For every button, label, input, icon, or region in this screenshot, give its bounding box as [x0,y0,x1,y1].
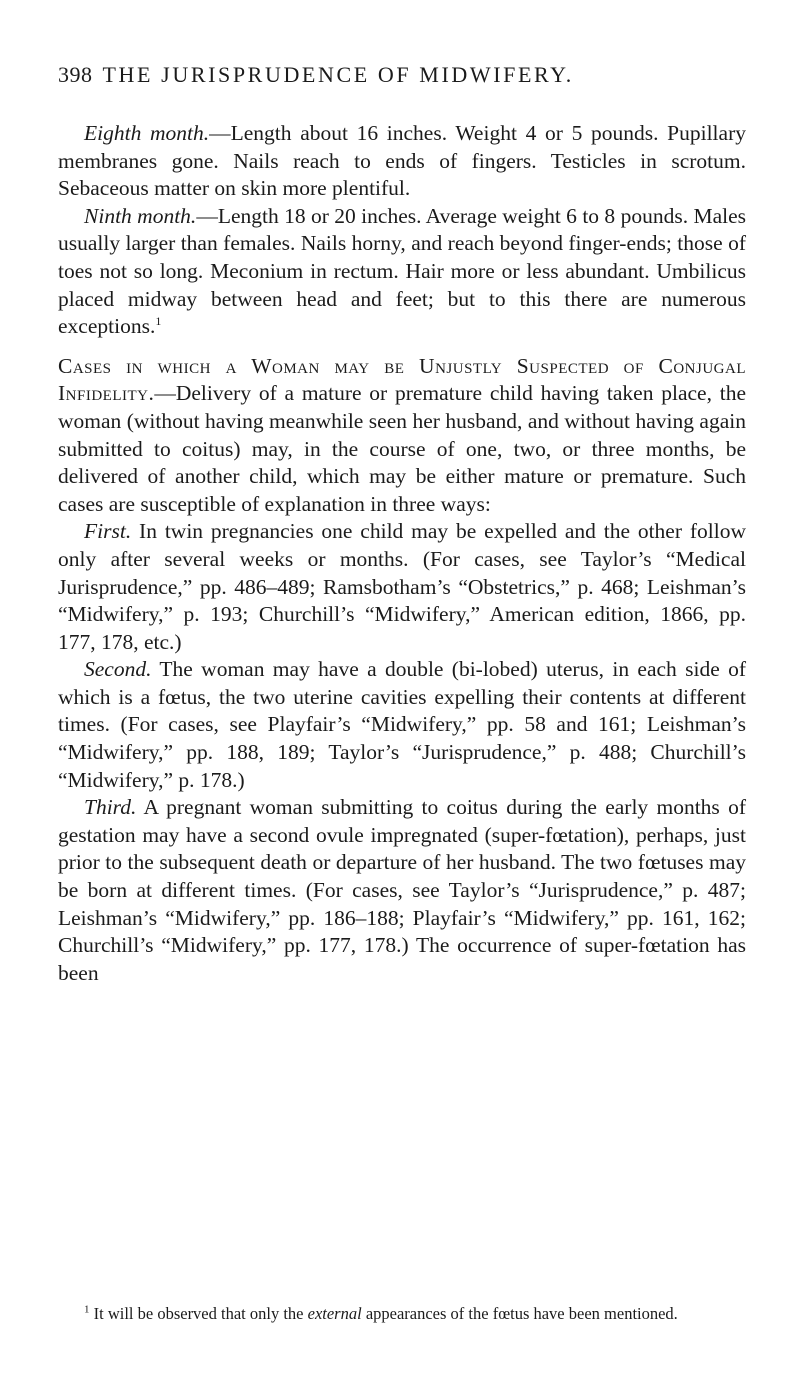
footnote-text-before: It will be observed that only the [89,1304,308,1323]
page-number: 398 [58,62,93,87]
running-title: THE JURISPRUDENCE OF MIDWIFERY. [102,62,574,87]
lead-ninth-month: Ninth month. [84,203,197,228]
footnote-emphasis: external [307,1304,362,1323]
lead-second: Second. [84,657,152,682]
paragraph-third [58,794,746,987]
text-second: The woman may have a double (bi-lobed) uterus, in each side of which is a fœtus, the two uterine cavities expelling their contents at different times. (For cases, see Playfair’s “Midwifery,” pp. 58 and 161; Leishman’s “Midwifery,” pp. 188, 189; Taylor’s “Jurisprudence,” p. 488; Churchill’s “Midwifery,” p. 178.) [58,657,746,792]
text-third: A pregnant woman submitting to coitus during the early months of gestation may have a second ovule impregnated (super-fœtation), perhaps, just prior to the subsequent death or departure of her husband. The two fœtuses may be born at different times. (For cases, see Taylor’s “Jurisprudence,” p. 487; Leishman’s “Midwifery,” pp. 186–188; Playfair’s “Midwifery,” pp. 161, 162; Churchill’s “Midwifery,” pp. 177, 178.) The occurrence of super-fœtation has been [58,795,746,985]
paragraph-first [58,518,746,656]
running-header [58,62,758,88]
footnote-reference: 1 [155,314,162,328]
paragraph-second [58,656,746,794]
footnote [58,1304,746,1324]
text-cases: —Delivery of a mature or premature child having taken place, the woman (without having meanwhile seen her husband, and without having again submitted to coitus) may, in the course of one, two, or three months, be delivered of another child, which may be either mature or premature. Such cases are susceptible of explanation in three ways: [58,381,746,516]
footnote-text-after: appearances of the fœtus have been mentioned. [361,1304,678,1323]
paragraph-cases [58,353,746,519]
paragraph-ninth-month [58,203,746,341]
text-first: In twin pregnancies one child may be expelled and the other follow only after several weeks or months. (For cases, see Taylor’s “Medical Jurisprudence,” pp. 486–489; Ramsbotham’s “Obstetrics,” p. 468; Leishman’s “Midwifery,” p. 193; Churchill’s “Midwifery,” American edition, 1866, pp. 177, 178, etc.) [58,519,746,654]
text-eighth-month: —Length about 16 inches. Weight 4 or 5 pounds. Pupillary membranes gone. Nails reach to ends of fingers. Testicles in scrotum. Sebaceous matter on skin more plentiful. [58,121,746,201]
text-ninth-month: —Length 18 or 20 inches. Average weight 6 to 8 pounds. Males usually larger than females. Nails horny, and reach beyond finger-ends; those of toes not so long. Meconium in rectum. Hair more or less abundant. Umbilicus placed midway between head and feet; but to this there are numerous exceptions. [58,203,746,339]
lead-third: Third. [84,795,137,820]
section-heading: Cases in which a Woman may be Unjustly Suspected of Conjugal Infidelity. [58,353,746,406]
lead-eighth-month: Eighth month. [84,121,210,145]
lead-first: First. [84,519,132,544]
paragraph-eighth-month [58,120,746,203]
footnote-marker: 1 [84,1303,90,1316]
body-text [58,120,746,987]
